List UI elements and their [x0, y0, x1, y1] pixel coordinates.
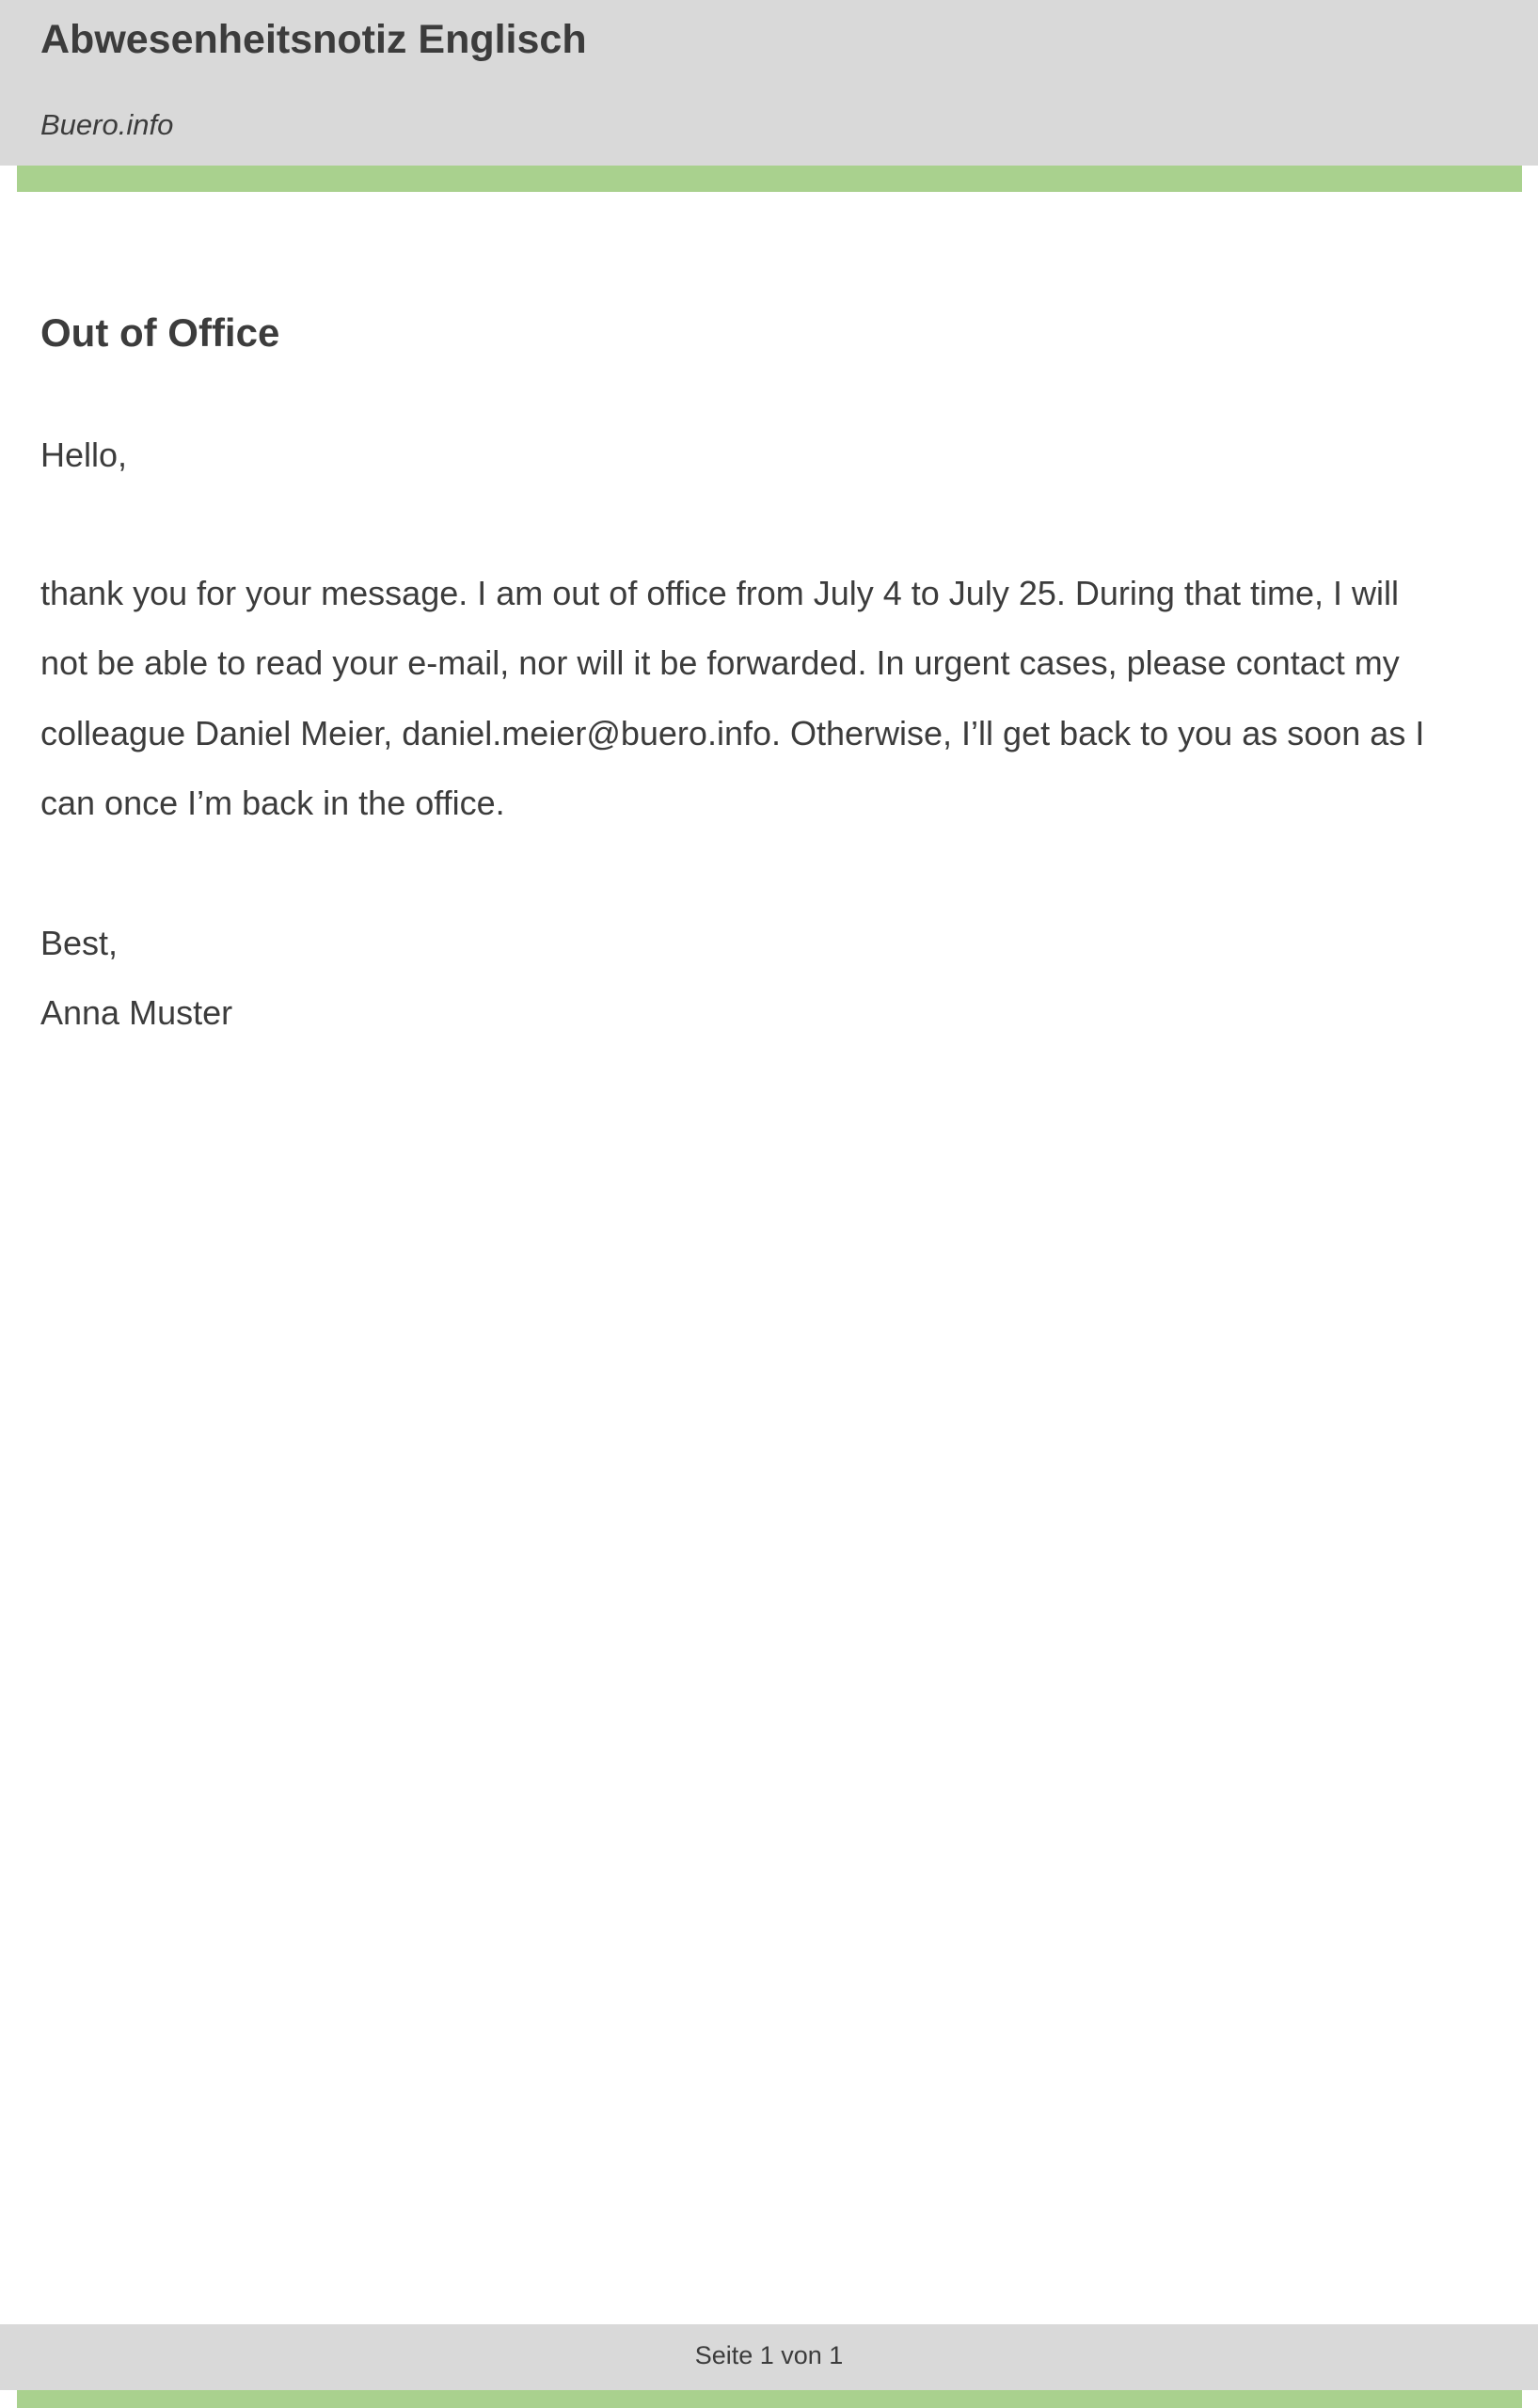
header-accent-rule: [17, 166, 1522, 192]
greeting: Hello,: [40, 436, 128, 474]
body-line: can once I’m back in the office.: [40, 784, 505, 822]
body-line: thank you for your message. I am out of office from July 4 to July 25. During that time, I will: [40, 574, 1399, 612]
closing: Best,: [40, 924, 119, 962]
body-line: colleague Daniel Meier, daniel.meier@buero.info. Otherwise, I’ll get back to you as soon as I: [40, 714, 1425, 752]
footer-accent-rule: [17, 2390, 1522, 2408]
signature: Anna Muster: [40, 993, 233, 1032]
body-line: not be able to read your e-mail, nor will it be forwarded. In urgent cases, please contact my: [40, 643, 1400, 682]
page-number: Seite 1 von 1: [694, 2341, 844, 2369]
letter-heading: Out of Office: [40, 310, 280, 355]
document-title: Abwesenheitsnotiz Englisch: [40, 17, 587, 62]
document-subtitle: Buero.info: [40, 108, 174, 141]
